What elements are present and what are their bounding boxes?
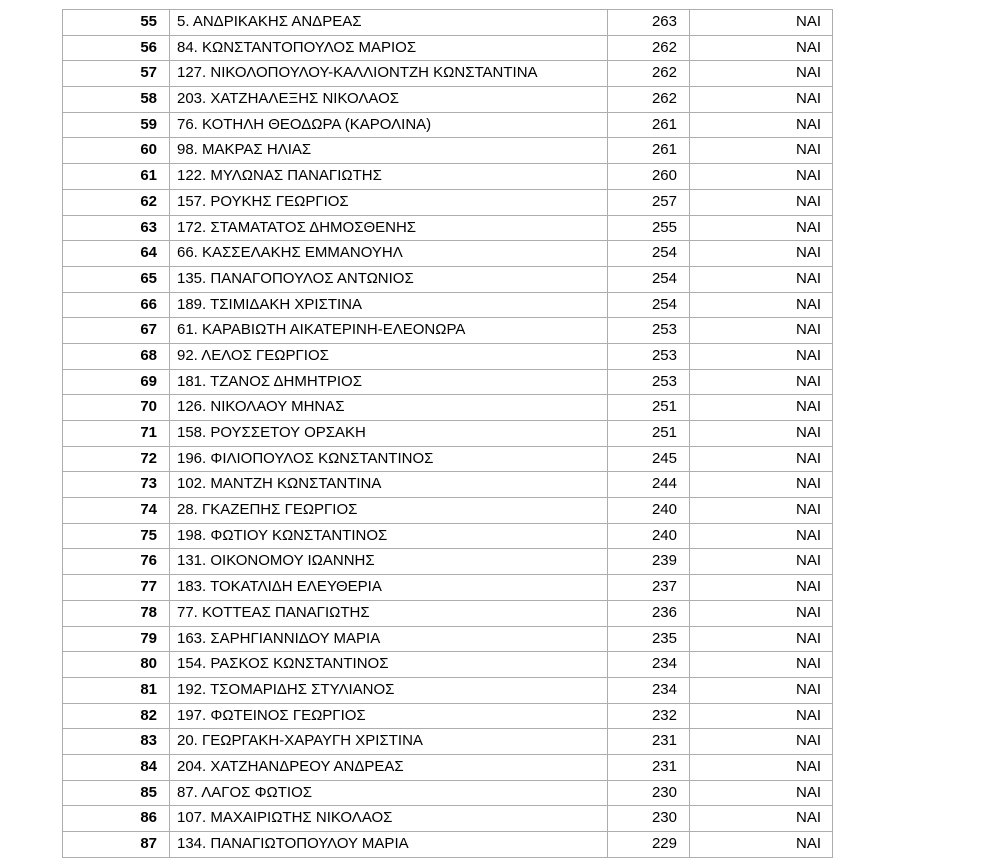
candidate-name-cell: 87. ΛΑΓΟΣ ΦΩΤΙΟΣ <box>170 781 608 807</box>
votes-cell: 230 <box>608 781 690 807</box>
elected-cell: ΝΑΙ <box>690 293 833 319</box>
votes-cell: 254 <box>608 293 690 319</box>
votes-cell: 230 <box>608 806 690 832</box>
candidate-name-cell: 134. ΠΑΝΑΓΙΩΤΟΠΟΥΛΟΥ ΜΑΡΙΑ <box>170 832 608 858</box>
candidate-name-cell: 102. ΜΑΝΤΖΗ ΚΩΝΣΤΑΝΤΙΝΑ <box>170 472 608 498</box>
rank-cell: 56 <box>63 36 170 62</box>
rank-cell: 80 <box>63 652 170 678</box>
candidate-name-cell: 131. ΟΙΚΟΝΟΜΟΥ ΙΩΑΝΝΗΣ <box>170 549 608 575</box>
table-row <box>63 10 833 36</box>
rank-cell: 78 <box>63 601 170 627</box>
votes-cell: 262 <box>608 61 690 87</box>
votes-cell: 253 <box>608 318 690 344</box>
candidate-name-cell: 84. ΚΩΝΣΤΑΝΤΟΠΟΥΛΟΣ ΜΑΡΙΟΣ <box>170 36 608 62</box>
table-row <box>63 781 833 807</box>
rank-cell: 67 <box>63 318 170 344</box>
elected-cell: ΝΑΙ <box>690 524 833 550</box>
rank-cell: 66 <box>63 293 170 319</box>
rank-cell: 73 <box>63 472 170 498</box>
candidate-name-cell: 204. ΧΑΤΖΗΑΝΔΡΕΟΥ ΑΝΔΡΕΑΣ <box>170 755 608 781</box>
elected-cell: ΝΑΙ <box>690 806 833 832</box>
rank-cell: 62 <box>63 190 170 216</box>
votes-cell: 240 <box>608 498 690 524</box>
elected-cell: ΝΑΙ <box>690 704 833 730</box>
votes-cell: 251 <box>608 395 690 421</box>
table-row <box>63 241 833 267</box>
elected-cell: ΝΑΙ <box>690 729 833 755</box>
table-row <box>63 678 833 704</box>
candidate-name-cell: 157. ΡΟΥΚΗΣ ΓΕΩΡΓΙΟΣ <box>170 190 608 216</box>
rank-cell: 68 <box>63 344 170 370</box>
elected-cell: ΝΑΙ <box>690 755 833 781</box>
elected-cell: ΝΑΙ <box>690 164 833 190</box>
candidate-name-cell: 189. ΤΣΙΜΙΔΑΚΗ ΧΡΙΣΤΙΝΑ <box>170 293 608 319</box>
rank-cell: 71 <box>63 421 170 447</box>
votes-cell: 253 <box>608 344 690 370</box>
rank-cell: 76 <box>63 549 170 575</box>
table-row <box>63 652 833 678</box>
table-row <box>63 344 833 370</box>
candidate-name-cell: 66. ΚΑΣΣΕΛΑΚΗΣ ΕΜΜΑΝΟΥΗΛ <box>170 241 608 267</box>
votes-cell: 261 <box>608 113 690 139</box>
candidate-name-cell: 20. ΓΕΩΡΓΑΚΗ-ΧΑΡΑΥΓΗ ΧΡΙΣΤΙΝΑ <box>170 729 608 755</box>
candidate-name-cell: 76. ΚΟΤΗΛΗ ΘΕΟΔΩΡΑ (ΚΑΡΟΛΙΝΑ) <box>170 113 608 139</box>
votes-cell: 263 <box>608 10 690 36</box>
rank-cell: 74 <box>63 498 170 524</box>
candidate-name-cell: 5. ΑΝΔΡΙΚΑΚΗΣ ΑΝΔΡΕΑΣ <box>170 10 608 36</box>
rank-cell: 55 <box>63 10 170 36</box>
rank-cell: 77 <box>63 575 170 601</box>
candidate-name-cell: 183. ΤΟΚΑΤΛΙΔΗ ΕΛΕΥΘΕΡΙΑ <box>170 575 608 601</box>
rank-cell: 58 <box>63 87 170 113</box>
candidate-name-cell: 163. ΣΑΡΗΓΙΑΝΝΙΔΟΥ ΜΑΡΙΑ <box>170 627 608 653</box>
rank-cell: 75 <box>63 524 170 550</box>
candidate-name-cell: 172. ΣΤΑΜΑΤΑΤΟΣ ΔΗΜΟΣΘΕΝΗΣ <box>170 216 608 242</box>
table-row <box>63 267 833 293</box>
votes-cell: 261 <box>608 138 690 164</box>
table-row <box>63 164 833 190</box>
elected-cell: ΝΑΙ <box>690 36 833 62</box>
votes-cell: 234 <box>608 652 690 678</box>
candidate-name-cell: 122. ΜΥΛΩΝΑΣ ΠΑΝΑΓΙΩΤΗΣ <box>170 164 608 190</box>
votes-cell: 234 <box>608 678 690 704</box>
rank-cell: 72 <box>63 447 170 473</box>
table-row <box>63 421 833 447</box>
elected-cell: ΝΑΙ <box>690 241 833 267</box>
rank-cell: 59 <box>63 113 170 139</box>
elected-cell: ΝΑΙ <box>690 472 833 498</box>
candidate-name-cell: 28. ΓΚΑΖΕΠΗΣ ΓΕΩΡΓΙΟΣ <box>170 498 608 524</box>
elected-cell: ΝΑΙ <box>690 447 833 473</box>
table-row <box>63 216 833 242</box>
rank-cell: 82 <box>63 704 170 730</box>
elected-cell: ΝΑΙ <box>690 113 833 139</box>
votes-cell: 231 <box>608 729 690 755</box>
votes-cell: 260 <box>608 164 690 190</box>
rank-cell: 85 <box>63 781 170 807</box>
table-row <box>63 549 833 575</box>
candidate-name-cell: 135. ΠΑΝΑΓΟΠΟΥΛΟΣ ΑΝΤΩΝΙΟΣ <box>170 267 608 293</box>
elected-cell: ΝΑΙ <box>690 267 833 293</box>
candidate-name-cell: 107. ΜΑΧΑΙΡΙΩΤΗΣ ΝΙΚΟΛΑΟΣ <box>170 806 608 832</box>
elected-cell: ΝΑΙ <box>690 87 833 113</box>
table-row <box>63 447 833 473</box>
elected-cell: ΝΑΙ <box>690 190 833 216</box>
elected-cell: ΝΑΙ <box>690 498 833 524</box>
table-row <box>63 87 833 113</box>
rank-cell: 86 <box>63 806 170 832</box>
votes-cell: 254 <box>608 267 690 293</box>
candidate-name-cell: 77. ΚΟΤΤΕΑΣ ΠΑΝΑΓΙΩΤΗΣ <box>170 601 608 627</box>
elected-cell: ΝΑΙ <box>690 395 833 421</box>
candidate-name-cell: 126. ΝΙΚΟΛΑΟΥ ΜΗΝΑΣ <box>170 395 608 421</box>
candidate-name-cell: 98. ΜΑΚΡΑΣ ΗΛΙΑΣ <box>170 138 608 164</box>
table-row <box>63 370 833 396</box>
table-row <box>63 806 833 832</box>
votes-cell: 251 <box>608 421 690 447</box>
votes-cell: 253 <box>608 370 690 396</box>
table-row <box>63 704 833 730</box>
votes-cell: 232 <box>608 704 690 730</box>
election-results-table <box>62 9 833 858</box>
elected-cell: ΝΑΙ <box>690 421 833 447</box>
votes-cell: 262 <box>608 36 690 62</box>
table-row <box>63 575 833 601</box>
elected-cell: ΝΑΙ <box>690 832 833 858</box>
votes-cell: 254 <box>608 241 690 267</box>
candidate-name-cell: 92. ΛΕΛΟΣ ΓΕΩΡΓΙΟΣ <box>170 344 608 370</box>
rank-cell: 61 <box>63 164 170 190</box>
table-row <box>63 498 833 524</box>
votes-cell: 235 <box>608 627 690 653</box>
rank-cell: 57 <box>63 61 170 87</box>
votes-cell: 237 <box>608 575 690 601</box>
rank-cell: 65 <box>63 267 170 293</box>
table-row <box>63 293 833 319</box>
table-row <box>63 627 833 653</box>
elected-cell: ΝΑΙ <box>690 575 833 601</box>
candidate-name-cell: 154. ΡΑΣΚΟΣ ΚΩΝΣΤΑΝΤΙΝΟΣ <box>170 652 608 678</box>
elected-cell: ΝΑΙ <box>690 10 833 36</box>
elected-cell: ΝΑΙ <box>690 216 833 242</box>
candidate-name-cell: 196. ΦΙΛΙΟΠΟΥΛΟΣ ΚΩΝΣΤΑΝΤΙΝΟΣ <box>170 447 608 473</box>
elected-cell: ΝΑΙ <box>690 318 833 344</box>
candidate-name-cell: 198. ΦΩΤΙΟΥ ΚΩΝΣΤΑΝΤΙΝΟΣ <box>170 524 608 550</box>
elected-cell: ΝΑΙ <box>690 549 833 575</box>
table-row <box>63 755 833 781</box>
candidate-name-cell: 181. ΤΖΑΝΟΣ ΔΗΜΗΤΡΙΟΣ <box>170 370 608 396</box>
elected-cell: ΝΑΙ <box>690 370 833 396</box>
table-row <box>63 138 833 164</box>
elected-cell: ΝΑΙ <box>690 344 833 370</box>
candidate-name-cell: 192. ΤΣΟΜΑΡΙΔΗΣ ΣΤΥΛΙΑΝΟΣ <box>170 678 608 704</box>
votes-cell: 257 <box>608 190 690 216</box>
votes-cell: 239 <box>608 549 690 575</box>
rank-cell: 81 <box>63 678 170 704</box>
candidate-name-cell: 158. ΡΟΥΣΣΕΤΟΥ ΟΡΣΑΚΗ <box>170 421 608 447</box>
elected-cell: ΝΑΙ <box>690 627 833 653</box>
rank-cell: 70 <box>63 395 170 421</box>
elected-cell: ΝΑΙ <box>690 781 833 807</box>
table-row <box>63 601 833 627</box>
votes-cell: 244 <box>608 472 690 498</box>
votes-cell: 236 <box>608 601 690 627</box>
votes-cell: 255 <box>608 216 690 242</box>
rank-cell: 60 <box>63 138 170 164</box>
table-row <box>63 36 833 62</box>
rank-cell: 87 <box>63 832 170 858</box>
table-row <box>63 395 833 421</box>
votes-cell: 262 <box>608 87 690 113</box>
elected-cell: ΝΑΙ <box>690 138 833 164</box>
elected-cell: ΝΑΙ <box>690 61 833 87</box>
candidate-name-cell: 203. ΧΑΤΖΗΑΛΕΞΗΣ ΝΙΚΟΛΑΟΣ <box>170 87 608 113</box>
table-row <box>63 113 833 139</box>
rank-cell: 63 <box>63 216 170 242</box>
votes-cell: 240 <box>608 524 690 550</box>
table-row <box>63 318 833 344</box>
votes-cell: 231 <box>608 755 690 781</box>
votes-cell: 229 <box>608 832 690 858</box>
table-row <box>63 832 833 858</box>
rank-cell: 64 <box>63 241 170 267</box>
candidate-name-cell: 197. ΦΩΤΕΙΝΟΣ ΓΕΩΡΓΙΟΣ <box>170 704 608 730</box>
candidate-name-cell: 61. ΚΑΡΑΒΙΩΤΗ ΑΙΚΑΤΕΡΙΝΗ-ΕΛΕΟΝΩΡΑ <box>170 318 608 344</box>
elected-cell: ΝΑΙ <box>690 678 833 704</box>
table-row <box>63 472 833 498</box>
elected-cell: ΝΑΙ <box>690 652 833 678</box>
table-row <box>63 729 833 755</box>
rank-cell: 84 <box>63 755 170 781</box>
rank-cell: 83 <box>63 729 170 755</box>
elected-cell: ΝΑΙ <box>690 601 833 627</box>
table-row <box>63 190 833 216</box>
rank-cell: 79 <box>63 627 170 653</box>
candidate-name-cell: 127. ΝΙΚΟΛΟΠΟΥΛΟΥ-ΚΑΛΛΙΟΝΤΖΗ ΚΩΝΣΤΑΝΤΙΝΑ <box>170 61 608 87</box>
table-row <box>63 524 833 550</box>
votes-cell: 245 <box>608 447 690 473</box>
rank-cell: 69 <box>63 370 170 396</box>
table-row <box>63 61 833 87</box>
